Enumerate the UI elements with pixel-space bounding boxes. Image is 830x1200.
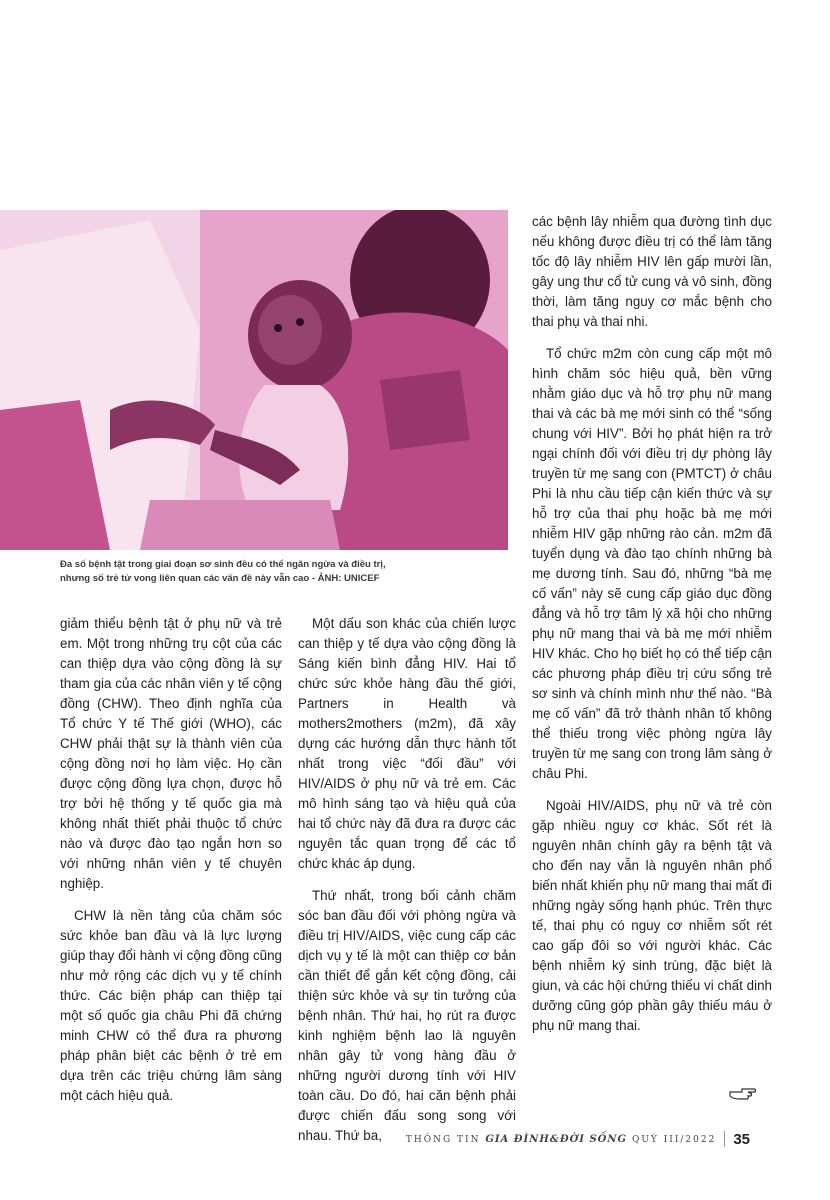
article-column-2 bbox=[298, 614, 516, 1158]
article-column-3 bbox=[532, 212, 772, 1048]
issue-label: QUÝ III/2022 bbox=[631, 1134, 717, 1145]
footer-divider bbox=[724, 1131, 725, 1147]
photo-illustration bbox=[0, 210, 508, 550]
article-column-1 bbox=[60, 614, 282, 1118]
paragraph: Ngoài HIV/AIDS, phụ nữ và trẻ còn gặp nhiều nguy cơ khác. Sốt rét là nguyên nhân chính gây ra bệnh tật và cho đến nay vẫn là nguyên nhân phổ biến nhất khiến phụ nữ mang thai mất đi những ngày sống hạnh phúc. Trên thực tế, thai phụ có nguy cơ nhiễm sốt rét cao gấp đôi so với người khác. Các bệnh nhiễm ký sinh trùng, đặc biệt là giun, và các hội chứng thiếu vi chất dinh dưỡng cũng góp phần gây thiếu máu ở phụ nữ mang thai. bbox=[532, 798, 772, 1033]
paragraph: Một dấu son khác của chiến lược can thiệp y tế dựa vào cộng đồng là Sáng kiến bình đẳng HIV. Hai tổ chức sức khỏe hàng đầu thế giới, Partners in Health và mothers2mothers (m2m), đã xây dựng các hướng dẫn thực hành tốt nhất trong việc “đối đầu” với HIV/AIDS ở phụ nữ và trẻ em. Các mô hình sáng tạo và hiệu quả của hai tổ chức này đã đưa ra được các nguyên tắc quan trọng để các tổ chức khác áp dụng. bbox=[298, 616, 516, 871]
pointing-hand-icon bbox=[728, 1084, 758, 1102]
paragraph: giảm thiểu bệnh tật ở phụ nữ và trẻ em. Một trong những trụ cột của các can thiệp dựa vào cộng đồng là sự tham gia của các nhân viên y tế cộng đồng (CHW). Theo định nghĩa của Tổ chức Y tế Thế giới (WHO), các CHW phải thật sự là thành viên của cộng đồng nơi họ làm việc. Họ cần được cộng đồng lựa chọn, được hỗ trợ bởi hệ thống y tế quốc gia mà không nhất thiết phải thuộc tổ chức nào và được đào tạo ngắn hơn so với những nhân viên y tế chuyên nghiệp. bbox=[60, 616, 282, 891]
caption-line-1: Đa số bệnh tật trong giai đoạn sơ sinh đều có thể ngăn ngừa và điều trị, bbox=[60, 559, 386, 570]
photo-caption bbox=[60, 558, 508, 586]
paragraph: các bệnh lây nhiễm qua đường tình dục nếu không được điều trị có thể làm tăng tốc độ lây nhiễm HIV lên gấp mười lần, gây ung thư cổ tử cung và vô sinh, đồng thời, làm tăng nguy cơ mắc bệnh cho thai phụ và thai nhi. bbox=[532, 214, 772, 329]
magazine-name bbox=[406, 1134, 716, 1145]
magazine-title: GIA ĐÌNH&ĐỜI SỐNG bbox=[485, 1133, 628, 1145]
caption-line-2: nhưng số trẻ tử vong liên quan các vấn đề này vẫn cao - ẢNH: UNICEF bbox=[60, 573, 380, 584]
paragraph: Tổ chức m2m còn cung cấp một mô hình chăm sóc hiệu quả, bền vững nhằm giáo dục và hỗ trợ phụ nữ mang thai và các bà mẹ mới sinh có thể “sống chung với HIV”. Bởi họ phát hiện ra trở ngại chính đối với điều trị dự phòng lây truyền từ mẹ sang con (PMTCT) ở châu Phi là nhu cầu tiếp cận kiến thức và sự hỗ trợ của thai phụ hoặc bà mẹ mới nhiễm HIV gặp những rào cản. m2m đã tuyển dụng và đào tạo chính những bà mẹ dương tính. Sau đó, những “bà mẹ cố vấn” này sẽ cung cấp giáo dục đồng đẳng và hỗ trợ tâm lý xã hội cho những phụ nữ mang thai và bà mẹ mới nhiễm HIV khác. Cho họ biết họ có thể tiếp cận các phương pháp điều trị cứu sống trẻ sơ sinh và chính mình như thế nào. “Bà mẹ cố vấn” đã trở thành nhân tố không thể thiếu trong việc phòng ngừa lây truyền từ mẹ sang con trong lâm sàng ở châu Phi. bbox=[532, 346, 772, 781]
page-number: 35 bbox=[733, 1130, 750, 1148]
magazine-prefix: THÔNG TIN bbox=[405, 1134, 481, 1145]
article-photo bbox=[0, 210, 508, 550]
page-footer bbox=[400, 1128, 750, 1150]
paragraph: CHW là nền tảng của chăm sóc sức khỏe ban đầu và là lực lượng giúp thay đổi hành vi cộng đồng cũng như mở rộng các dịch vụ y tế chính thức. Các biện pháp can thiệp tại một số quốc gia châu Phi đã chứng minh CHW có thể đưa ra phương pháp phân biệt các bệnh ở trẻ em dựa trên các triệu chứng lâm sàng một cách hiệu quả. bbox=[60, 908, 282, 1103]
paragraph: Thứ nhất, trong bối cảnh chăm sóc ban đầu đối với phòng ngừa và điều trị HIV/AIDS, việc cung cấp các dịch vụ y tế là một can thiệp cơ bản cần thiết để gắn kết cộng đồng, cải thiện sức khỏe và sự tin tưởng của bệnh nhân. Thứ hai, họ rút ra được kinh nghiệm bệnh lao là nguyên nhân gây tử vong hàng đầu ở những người dương tính với HIV toàn cầu. Do đó, hai căn bệnh phải được chiến đấu song song với nhau. Thứ ba, bbox=[298, 888, 516, 1143]
